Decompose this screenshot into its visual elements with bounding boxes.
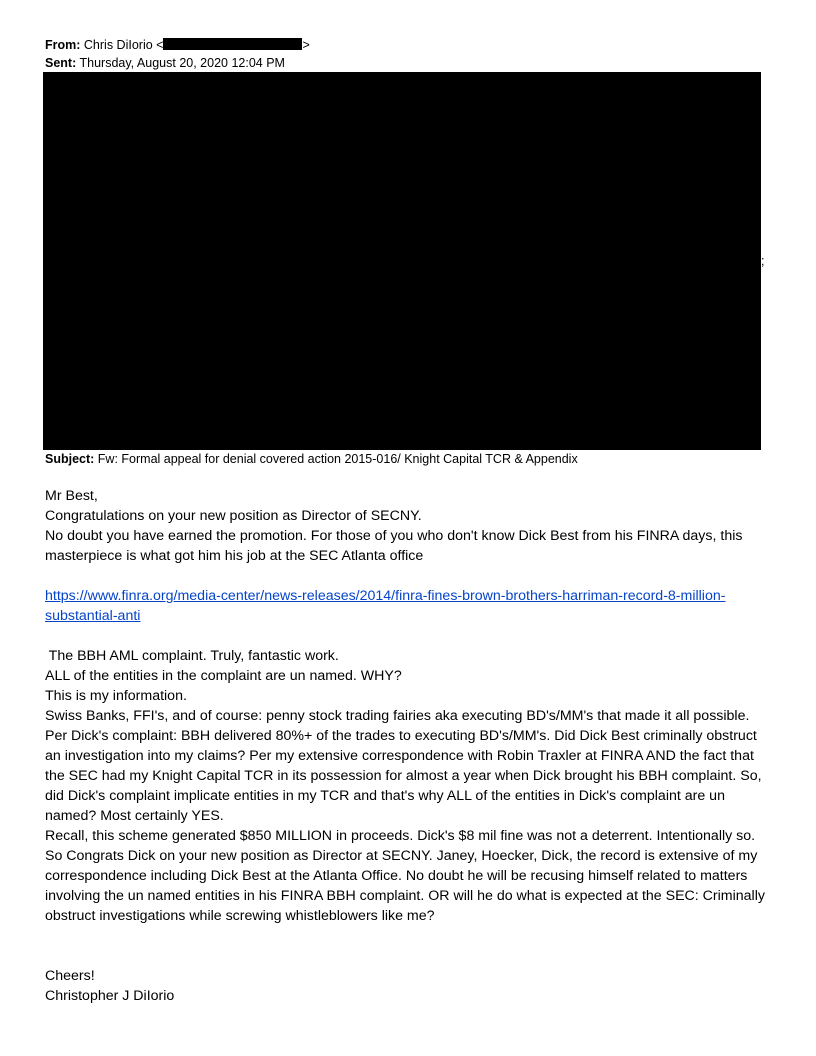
subject-label: Subject: [45,452,95,466]
sent-label: Sent: [45,56,77,70]
paragraph-7: So Congrats Dick on your new position as Director at SECNY. Janey, Hoecker, Dick, the record is extensive of my correspondence including Dick Best at the Atlanta Office. No doubt he will be recusing himself related to matters involving the un named entities in his FINRA BBH complaint. OR will he do what is expected at the SEC: Criminally obstruct investigations while screwing whistleblowers like me? [45,848,765,924]
paragraph-6: Recall, this scheme generated $850 MILLION in proceeds. Dick's $8 mil fine was not a deterrent. Intentionally so. [45,828,756,844]
paragraph-5: Per Dick's complaint: BBH delivered 80%+ of the trades to executing BD's/MM's. Did Dick Best criminally obstruct an investigation into my claims? Per my extensive correspondence with Robin Traxler at FINRA AND the fact that the SEC had my Knight Capital TCR in its possession for almost a year when Dick brought his BBH complaint. So, did Dick's complaint implicate entities in my TCR and that's why ALL of the entities in Dick's complaint are un named? Most certainly YES. [45,728,762,824]
subject-value: Fw: Formal appeal for denial covered action 2015-016/ Knight Capital TCR & Appendix [97,452,578,466]
closing: Cheers! [45,968,95,984]
from-close: > [302,38,310,52]
stray-semicolon: ; [761,254,765,268]
sent-value: Thursday, August 20, 2020 12:04 PM [79,56,285,70]
link-block [45,586,773,626]
from-label: From: [45,38,81,52]
signature: Christopher J DiIorio [45,988,175,1004]
paragraph-4: Swiss Banks, FFI's, and of course: penny stock trading fairies aka executing BD's/MM's that made it all possible. [45,708,750,724]
subject-line [45,451,578,467]
greeting-block [45,486,773,566]
signoff-block [45,966,773,1006]
body-line-2: No doubt you have earned the promotion. For those of you who don't know Dick Best from his FINRA days, this masterpiece is what got him his job at the SEC Atlanta office [45,528,743,564]
body-line-1: Congratulations on your new position as Director of SECNY. [45,508,422,524]
paragraph-3: This is my information. [45,688,187,704]
recipients-redaction [43,72,761,450]
paragraph-2: ALL of the entities in the complaint are un named. WHY? [45,668,402,684]
email-redaction [163,38,302,50]
sent-line [45,55,285,71]
from-name: Chris DiIorio < [83,38,164,52]
paragraph-1: The BBH AML complaint. Truly, fantastic work. [45,648,339,664]
finra-news-link[interactable]: https://www.finra.org/media-center/news-releases/2014/finra-fines-brown-brothers-harriman-record-8-million-substantial-anti [45,588,726,624]
complaint-block [45,646,773,926]
greeting: Mr Best, [45,488,98,504]
from-line [45,37,310,53]
